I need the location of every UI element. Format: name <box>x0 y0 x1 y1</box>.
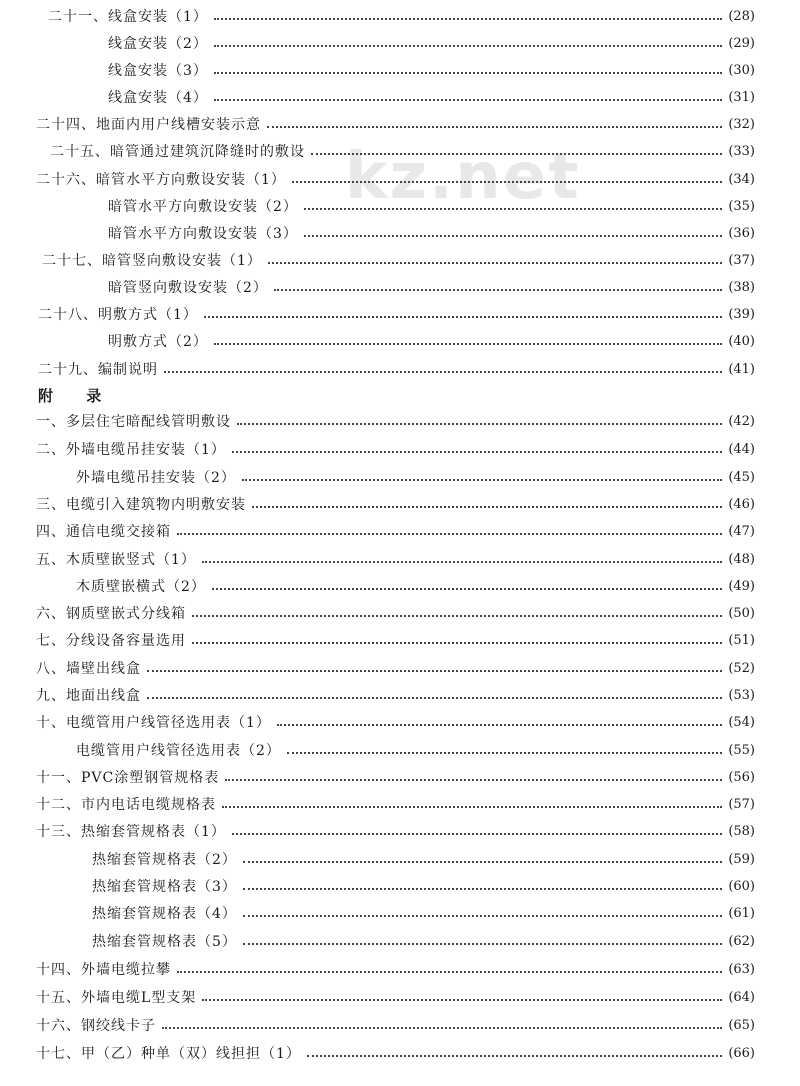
toc-entry-page: (38) <box>728 279 755 295</box>
toc-entry-title: 二十五、暗管通过建筑沉降缝时的敷设 <box>50 144 305 160</box>
toc-entry-title: 木质壁嵌横式（2） <box>76 579 206 595</box>
toc-entry-page: (46) <box>728 496 755 512</box>
toc-entry <box>38 301 755 327</box>
toc-entry-page: (63) <box>728 961 755 977</box>
toc-entry <box>36 546 755 572</box>
toc-entry-title: 线盒安装（4） <box>108 90 208 106</box>
toc-entry <box>38 356 755 382</box>
dot-leader <box>192 615 722 617</box>
toc-entry-title: 十三、热缩套管规格表（1） <box>36 824 226 840</box>
dot-leader <box>214 343 722 345</box>
toc-entry <box>36 791 755 817</box>
toc-entry <box>36 111 755 137</box>
dot-leader <box>292 181 722 183</box>
toc-entry <box>36 1012 755 1038</box>
toc-entry <box>92 928 755 954</box>
toc-entry-title: 二十一、线盒安装（1） <box>48 9 208 25</box>
dot-leader <box>311 153 722 155</box>
dot-leader <box>147 697 722 699</box>
toc-entry-page: (50) <box>728 605 755 621</box>
toc-entry-page: (49) <box>728 578 755 594</box>
toc-entry-page: (59) <box>728 851 755 867</box>
dot-leader <box>214 45 722 47</box>
dot-leader <box>192 642 722 644</box>
dot-leader <box>204 316 722 318</box>
toc-entry-page: (47) <box>728 523 755 539</box>
toc-entry <box>42 247 755 273</box>
dot-leader <box>277 724 722 726</box>
toc-entry-title: 九、地面出线盒 <box>36 688 141 704</box>
toc-entry-title: 热缩套管规格表（2） <box>92 852 237 868</box>
toc-entry-page: (32) <box>728 116 755 132</box>
toc-entry-title: 五、木质壁嵌竖式（1） <box>36 552 196 568</box>
toc-entry <box>76 737 755 763</box>
toc-entry <box>36 984 755 1010</box>
toc-entry-page: (57) <box>728 796 755 812</box>
toc-entry <box>36 655 755 681</box>
toc-entry <box>50 138 755 164</box>
toc-entry-title: 热缩套管规格表（3） <box>92 879 237 895</box>
dot-leader <box>162 1027 722 1029</box>
toc-entry-page: (52) <box>728 660 755 676</box>
appendix-heading: 附 录 <box>38 387 116 405</box>
dot-leader <box>214 72 722 74</box>
dot-leader <box>222 806 722 808</box>
dot-leader <box>232 451 722 453</box>
toc-entry <box>76 573 755 599</box>
dot-leader <box>243 888 722 890</box>
toc-entry <box>108 328 755 354</box>
dot-leader <box>252 506 722 508</box>
toc-entry-title: 六、钢质壁嵌式分线箱 <box>36 606 186 622</box>
dot-leader <box>214 99 722 101</box>
toc-entry-title: 十一、PVC涂塑钢管规格表 <box>36 770 220 786</box>
toc-entry-page: (34) <box>728 171 755 187</box>
toc-entry-title: 暗管水平方向敷设安装（3） <box>108 226 298 242</box>
toc-entry-title: 一、多层住宅暗配线管明敷设 <box>36 414 231 430</box>
dot-leader <box>164 371 722 373</box>
toc-entry-title: 线盒安装（2） <box>108 36 208 52</box>
toc-entry-title: 三、电缆引入建筑物内明敷安装 <box>36 497 246 513</box>
dot-leader <box>267 126 722 128</box>
toc-entry-page: (56) <box>728 769 755 785</box>
toc-entry-title: 热缩套管规格表（5） <box>92 934 237 950</box>
toc-entry-title: 二十九、编制说明 <box>38 362 158 378</box>
toc-entry-page: (33) <box>728 143 755 159</box>
toc-entry <box>108 193 755 219</box>
dot-leader <box>202 561 722 563</box>
toc-entry <box>108 30 755 56</box>
toc-entry <box>92 900 755 926</box>
watermark: kz.net <box>345 140 581 214</box>
toc-entry-title: 二十四、地面内用户线槽安装示意 <box>36 117 261 133</box>
toc-entry-title: 二十六、暗管水平方向敷设安装（1） <box>36 172 286 188</box>
toc-entry <box>36 518 755 544</box>
toc-entry <box>92 873 755 899</box>
toc-entry <box>108 84 755 110</box>
dot-leader <box>242 479 722 481</box>
dot-leader <box>177 533 722 535</box>
toc-entry <box>36 818 755 844</box>
toc-entry-page: (58) <box>728 823 755 839</box>
toc-entry-page: (28) <box>728 8 755 24</box>
dot-leader <box>274 289 722 291</box>
toc-entry <box>36 408 755 434</box>
toc-entry <box>36 491 755 517</box>
dot-leader <box>287 752 722 754</box>
toc-entry-title: 热缩套管规格表（4） <box>92 906 237 922</box>
toc-entry <box>36 1040 755 1066</box>
toc-entry-title: 二十七、暗管竖向敷设安装（1） <box>42 253 262 269</box>
toc-entry <box>48 3 755 29</box>
toc-entry-page: (53) <box>728 687 755 703</box>
dot-leader <box>214 18 722 20</box>
toc-entry-title: 明敷方式（2） <box>108 334 208 350</box>
toc-entry-title: 二十八、明敷方式（1） <box>38 307 198 323</box>
toc-entry-page: (44) <box>728 441 755 457</box>
toc-entry-title: 线盒安装（3） <box>108 63 208 79</box>
toc-entry-page: (51) <box>728 632 755 648</box>
toc-entry <box>36 436 755 462</box>
toc-entry-title: 四、通信电缆交接箱 <box>36 524 171 540</box>
dot-leader <box>307 1055 722 1057</box>
toc-entry <box>76 464 755 490</box>
toc-entry-page: (29) <box>728 35 755 51</box>
dot-leader <box>225 779 722 781</box>
dot-leader <box>237 423 722 425</box>
toc-entry-page: (30) <box>728 62 755 78</box>
toc-entry-page: (62) <box>728 933 755 949</box>
toc-entry-title: 外墙电缆吊挂安装（2） <box>76 470 236 486</box>
toc-entry-page: (66) <box>728 1045 755 1061</box>
dot-leader <box>304 208 722 210</box>
toc-entry <box>36 166 755 192</box>
toc-entry <box>36 764 755 790</box>
toc-entry-title: 暗管水平方向敷设安装（2） <box>108 199 298 215</box>
toc-entry-page: (55) <box>728 742 755 758</box>
dot-leader <box>243 915 722 917</box>
dot-leader <box>304 235 722 237</box>
toc-entry <box>108 220 755 246</box>
toc-entry <box>36 709 755 735</box>
toc-entry-page: (39) <box>728 306 755 322</box>
toc-entry-page: (40) <box>728 333 755 349</box>
toc-entry-page: (31) <box>728 89 755 105</box>
dot-leader <box>177 971 722 973</box>
toc-entry-title: 十、电缆管用户线管径选用表（1） <box>36 715 271 731</box>
toc-entry <box>36 600 755 626</box>
toc-entry-title: 十六、钢绞线卡子 <box>36 1018 156 1034</box>
toc-entry-title: 七、分线设备容量选用 <box>36 633 186 649</box>
toc-entry <box>92 846 755 872</box>
dot-leader <box>243 943 722 945</box>
toc-entry-title: 八、墙壁出线盒 <box>36 661 141 677</box>
toc-entry-page: (65) <box>728 1017 755 1033</box>
toc-entry <box>108 57 755 83</box>
toc-entry-page: (36) <box>728 225 755 241</box>
toc-entry-page: (48) <box>728 551 755 567</box>
toc-entry-title: 十二、市内电话电缆规格表 <box>36 797 216 813</box>
toc-entry-title: 暗管竖向敷设安装（2） <box>108 280 268 296</box>
dot-leader <box>202 999 722 1001</box>
toc-entry-page: (45) <box>728 469 755 485</box>
toc-entry-page: (54) <box>728 714 755 730</box>
dot-leader <box>212 588 722 590</box>
toc-entry-title: 二、外墙电缆吊挂安装（1） <box>36 442 226 458</box>
toc-entry-title: 十七、甲（乙）种单（双）线担担（1） <box>36 1046 301 1062</box>
toc-entry-page: (35) <box>728 198 755 214</box>
toc-entry <box>36 682 755 708</box>
toc-entry-page: (61) <box>728 905 755 921</box>
toc-entry <box>108 274 755 300</box>
toc-entry-page: (42) <box>728 413 755 429</box>
dot-leader <box>147 670 722 672</box>
dot-leader <box>243 861 722 863</box>
toc-entry-title: 十五、外墙电缆L型支架 <box>36 990 197 1006</box>
toc-entry-page: (41) <box>728 361 755 377</box>
toc-entry-title: 十四、外墙电缆拉攀 <box>36 962 171 978</box>
toc-entry-page: (64) <box>728 989 755 1005</box>
toc-entry-page: (37) <box>728 252 755 268</box>
dot-leader <box>268 262 722 264</box>
toc-entry <box>36 627 755 653</box>
toc-entry-page: (60) <box>728 878 755 894</box>
dot-leader <box>232 833 722 835</box>
toc-entry <box>36 956 755 982</box>
toc-entry-title: 电缆管用户线管径选用表（2） <box>76 743 281 759</box>
